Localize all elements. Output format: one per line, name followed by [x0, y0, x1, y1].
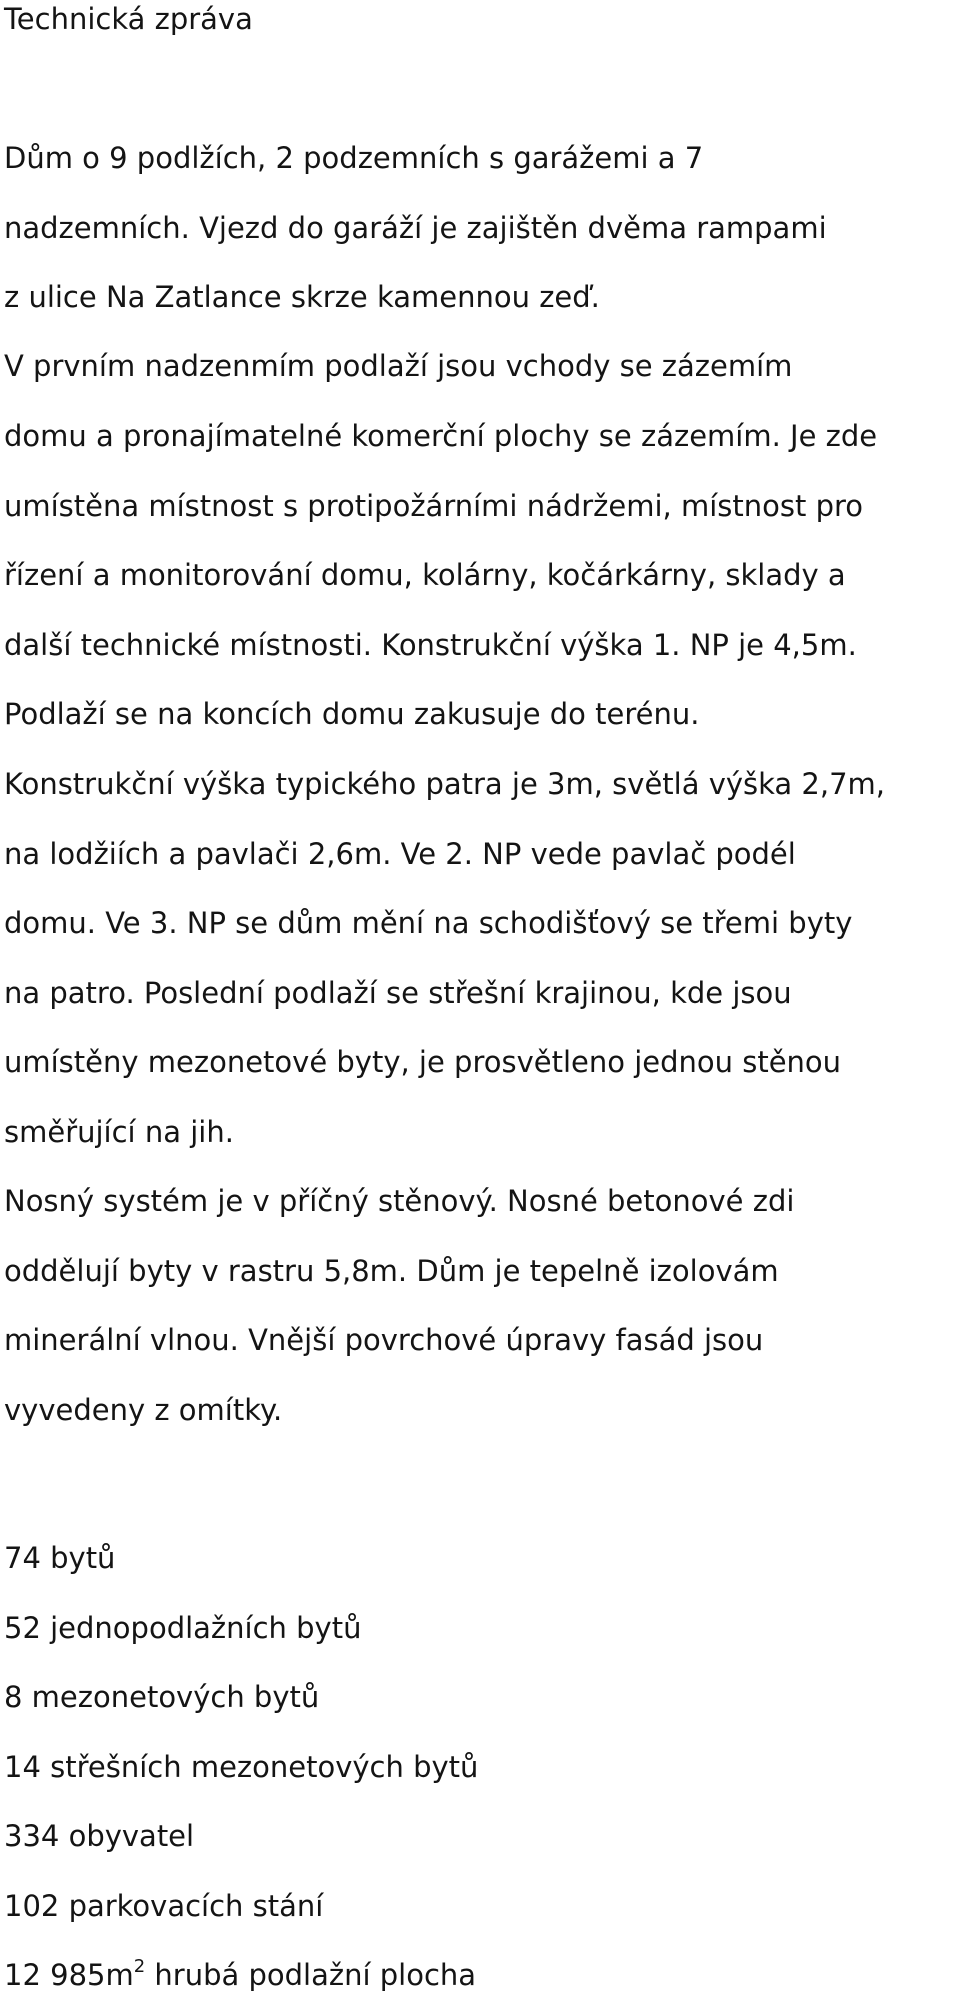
description-line-6: umístěna místnost s protipožárními nádržemi, místnost pro [4, 489, 864, 523]
description-line-1: Dům o 9 podlžích, 2 podzemních s garážemi a 7 [4, 141, 704, 175]
description-line-12: domu. Ve 3. NP se dům mění na schodišťový se třemi byty [4, 906, 853, 940]
description-line-2: nadzemních. Vjezd do garáží je zajištěn dvěma rampami [4, 211, 827, 245]
stat-apartments: 74 bytů [4, 1541, 116, 1575]
description-line-3: z ulice Na Zatlance skrze kamennou zeď. [4, 280, 600, 314]
floor-area-value: 12 985m [4, 1958, 134, 1992]
description-line-14: umístěny mezonetové byty, je prosvětleno jednou stěnou [4, 1045, 842, 1079]
description-line-19: vyvedeny z omítky. [4, 1393, 283, 1427]
description-line-8: další technické místnosti. Konstrukční výška 1. NP je 4,5m. [4, 628, 857, 662]
floor-area-exponent: 2 [133, 1956, 146, 1978]
stat-roof-maisonettes: 14 střešních mezonetových bytů [4, 1750, 479, 1784]
description-line-7: řízení a monitorování domu, kolárny, kočárkárny, sklady a [4, 558, 846, 592]
description-line-18: minerální vlnou. Vnější povrchové úpravy fasád jsou [4, 1323, 764, 1357]
description-line-9: Podlaží se na koncích domu zakusuje do terénu. [4, 697, 700, 731]
description-line-15: směřující na jih. [4, 1115, 234, 1149]
stat-floor-area [4, 1957, 476, 1993]
description-line-4: V prvním nadzenmím podlaží jsou vchody se zázemím [4, 349, 793, 383]
stat-parking: 102 parkovacích stání [4, 1889, 324, 1923]
stat-residents: 334 obyvatel [4, 1819, 195, 1853]
description-line-10: Konstrukční výška typického patra je 3m, světlá výška 2,7m, [4, 767, 886, 801]
stat-single-level-apartments: 52 jednopodlažních bytů [4, 1611, 362, 1645]
description-line-16: Nosný systém je v příčný stěnový. Nosné betonové zdi [4, 1184, 795, 1218]
floor-area-label: hrubá podlažní plocha [145, 1958, 477, 1992]
description-line-13: na patro. Poslední podlaží se střešní krajinou, kde jsou [4, 976, 792, 1010]
description-line-17: oddělují byty v rastru 5,8m. Dům je tepelně izolovám [4, 1254, 779, 1288]
stat-maisonettes: 8 mezonetových bytů [4, 1680, 320, 1714]
description-line-5: domu a pronajímatelné komerční plochy se zázemím. Je zde [4, 419, 878, 453]
document-title: Technická zpráva [4, 2, 253, 36]
description-line-11: na lodžiích a pavlači 2,6m. Ve 2. NP vede pavlač podél [4, 837, 796, 871]
